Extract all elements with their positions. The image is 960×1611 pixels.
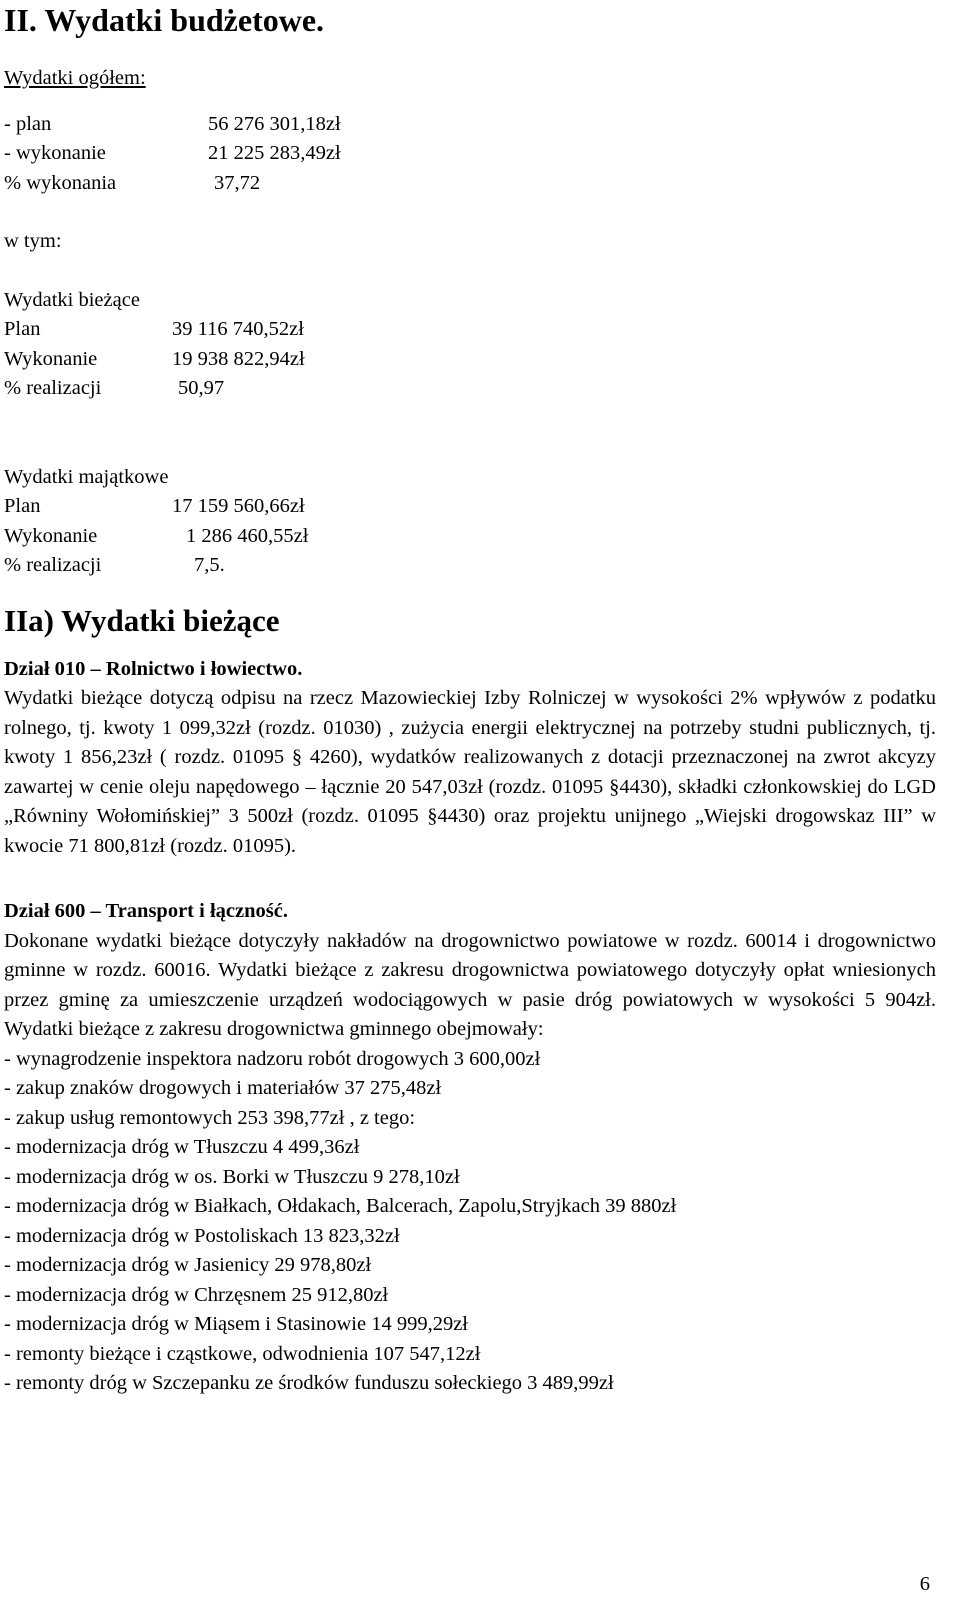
list-item: - modernizacja dróg w Białkach, Ołdakach, Balcerach, Zapolu,Stryjkach 39 880zł — [4, 1195, 677, 1217]
row-value: 39 116 740,52zł — [172, 318, 304, 340]
totals-row-procent — [4, 169, 936, 199]
list-item: - modernizacja dróg w os. Borki w Tłuszczu 9 278,10zł — [4, 1165, 460, 1188]
dzial-010-text: Wydatki bieżące dotyczą odpisu na rzecz Mazowieckiej Izby Rolniczej w wysokości 2% wpływów z podatku rolnego, tj. kwoty 1 099,32zł (rozdz. 01030) , zużycia energii elektrycznej na potrzeby studni publicznych, tj. kwoty 1 856,23zł ( rozdz. 01095 § 4260), wydatków realizowanych z dotacji przeznaczonej na zwrot akcyzy zawartej w cenie oleju napędowego – łącznie 20 547,03zł (rozdz. 01095 §4430), składki członkowskiej do LGD „Równiny Wołomińskiej” 3 500zł (rozdz. 01095 §4430) oraz projektu unijnego „Wiejski drogowskaz III” w kwocie 71 800,81zł (rozdz. 01095). — [4, 687, 936, 857]
dzial-010-heading: Dział 010 – Rolnictwo i łowiectwo. — [4, 657, 303, 680]
row-value: 50,97 — [178, 377, 225, 399]
page-number: 6 — [919, 1572, 930, 1595]
list-item: - modernizacja dróg w Tłuszczu 4 499,36zł — [4, 1136, 360, 1158]
list-item: - remonty dróg w Szczepanku ze środków funduszu sołeckiego 3 489,99zł — [4, 1372, 614, 1394]
majatkowe-row-procent — [4, 551, 936, 581]
row-label: % wykonania — [4, 171, 117, 194]
list-item: - wynagrodzenie inspektora nadzoru robót drogowych 3 600,00zł — [4, 1047, 541, 1070]
list-item: - modernizacja dróg w Postoliskach 13 823,32zł — [4, 1224, 400, 1247]
row-label: Plan — [4, 318, 41, 340]
row-value: 7,5. — [194, 554, 225, 576]
list-item: - modernizacja dróg w Chrzęsnem 25 912,80zł — [4, 1283, 389, 1306]
majatkowe-block — [4, 463, 936, 581]
dzial-600-heading: Dział 600 – Transport i łączność. — [4, 900, 288, 922]
biezace-row-plan — [4, 315, 936, 345]
list-item: - zakup usług remontowych 253 398,77zł , z tego: — [4, 1106, 416, 1129]
dzial-010 — [4, 655, 936, 862]
list-item: - modernizacja dróg w Jasienicy 29 978,80zł — [4, 1254, 372, 1276]
dzial-600-list — [4, 1045, 936, 1399]
majatkowe-row-wykonanie — [4, 522, 936, 552]
section-heading-2a: IIa) Wydatki bieżące — [4, 602, 280, 638]
row-label: - wykonanie — [4, 142, 106, 164]
row-label: Wykonanie — [4, 524, 98, 547]
row-value: 19 938 822,94zł — [172, 347, 305, 370]
list-item: - remonty bieżące i cząstkowe, odwodnienia 107 547,12zł — [4, 1342, 481, 1365]
row-label: - plan — [4, 112, 52, 135]
page-title: II. Wydatki budżetowe. — [4, 2, 325, 38]
list-item: - zakup znaków drogowych i materiałów 37 275,48zł — [4, 1077, 442, 1099]
row-label: % realizacji — [4, 554, 102, 576]
biezace-heading: Wydatki bieżące — [4, 288, 140, 311]
biezace-row-wykonanie — [4, 345, 936, 375]
document-page — [4, 0, 936, 1399]
row-label: Plan — [4, 495, 41, 517]
w-tym-label: w tym: — [4, 230, 62, 252]
row-value: 1 286 460,55zł — [186, 524, 309, 547]
biezace-block — [4, 286, 936, 404]
row-value: 21 225 283,49zł — [208, 142, 341, 164]
row-value: 56 276 301,18zł — [208, 112, 341, 135]
majatkowe-heading: Wydatki majątkowe — [4, 465, 169, 488]
dzial-600 — [4, 897, 936, 1399]
row-value: 37,72 — [214, 171, 261, 194]
totals-table — [4, 110, 936, 199]
totals-heading: Wydatki ogółem: — [4, 67, 146, 89]
totals-row-plan — [4, 110, 936, 140]
row-value: 17 159 560,66zł — [172, 495, 305, 517]
row-label: % realizacji — [4, 377, 102, 399]
dzial-600-text: Dokonane wydatki bieżące dotyczyły nakładów na drogownictwo powiatowe w rozdz. 60014 i drogownictwo gminne w rozdz. 60016. Wydatki bieżące z zakresu drogownictwa powiatowego dotyczyły opłat wniesionych przez gminę za umieszczenie urządzeń wodociągowych w pasie dróg powiatowych w wysokości 5 904zł. Wydatki bieżące z zakresu drogownictwa gminnego obejmowały: — [4, 929, 936, 1040]
row-label: Wykonanie — [4, 347, 98, 370]
majatkowe-row-plan — [4, 492, 936, 522]
list-item: - modernizacja dróg w Miąsem i Stasinowie 14 999,29zł — [4, 1313, 468, 1335]
totals-row-wykonanie — [4, 139, 936, 169]
biezace-row-procent — [4, 374, 936, 404]
